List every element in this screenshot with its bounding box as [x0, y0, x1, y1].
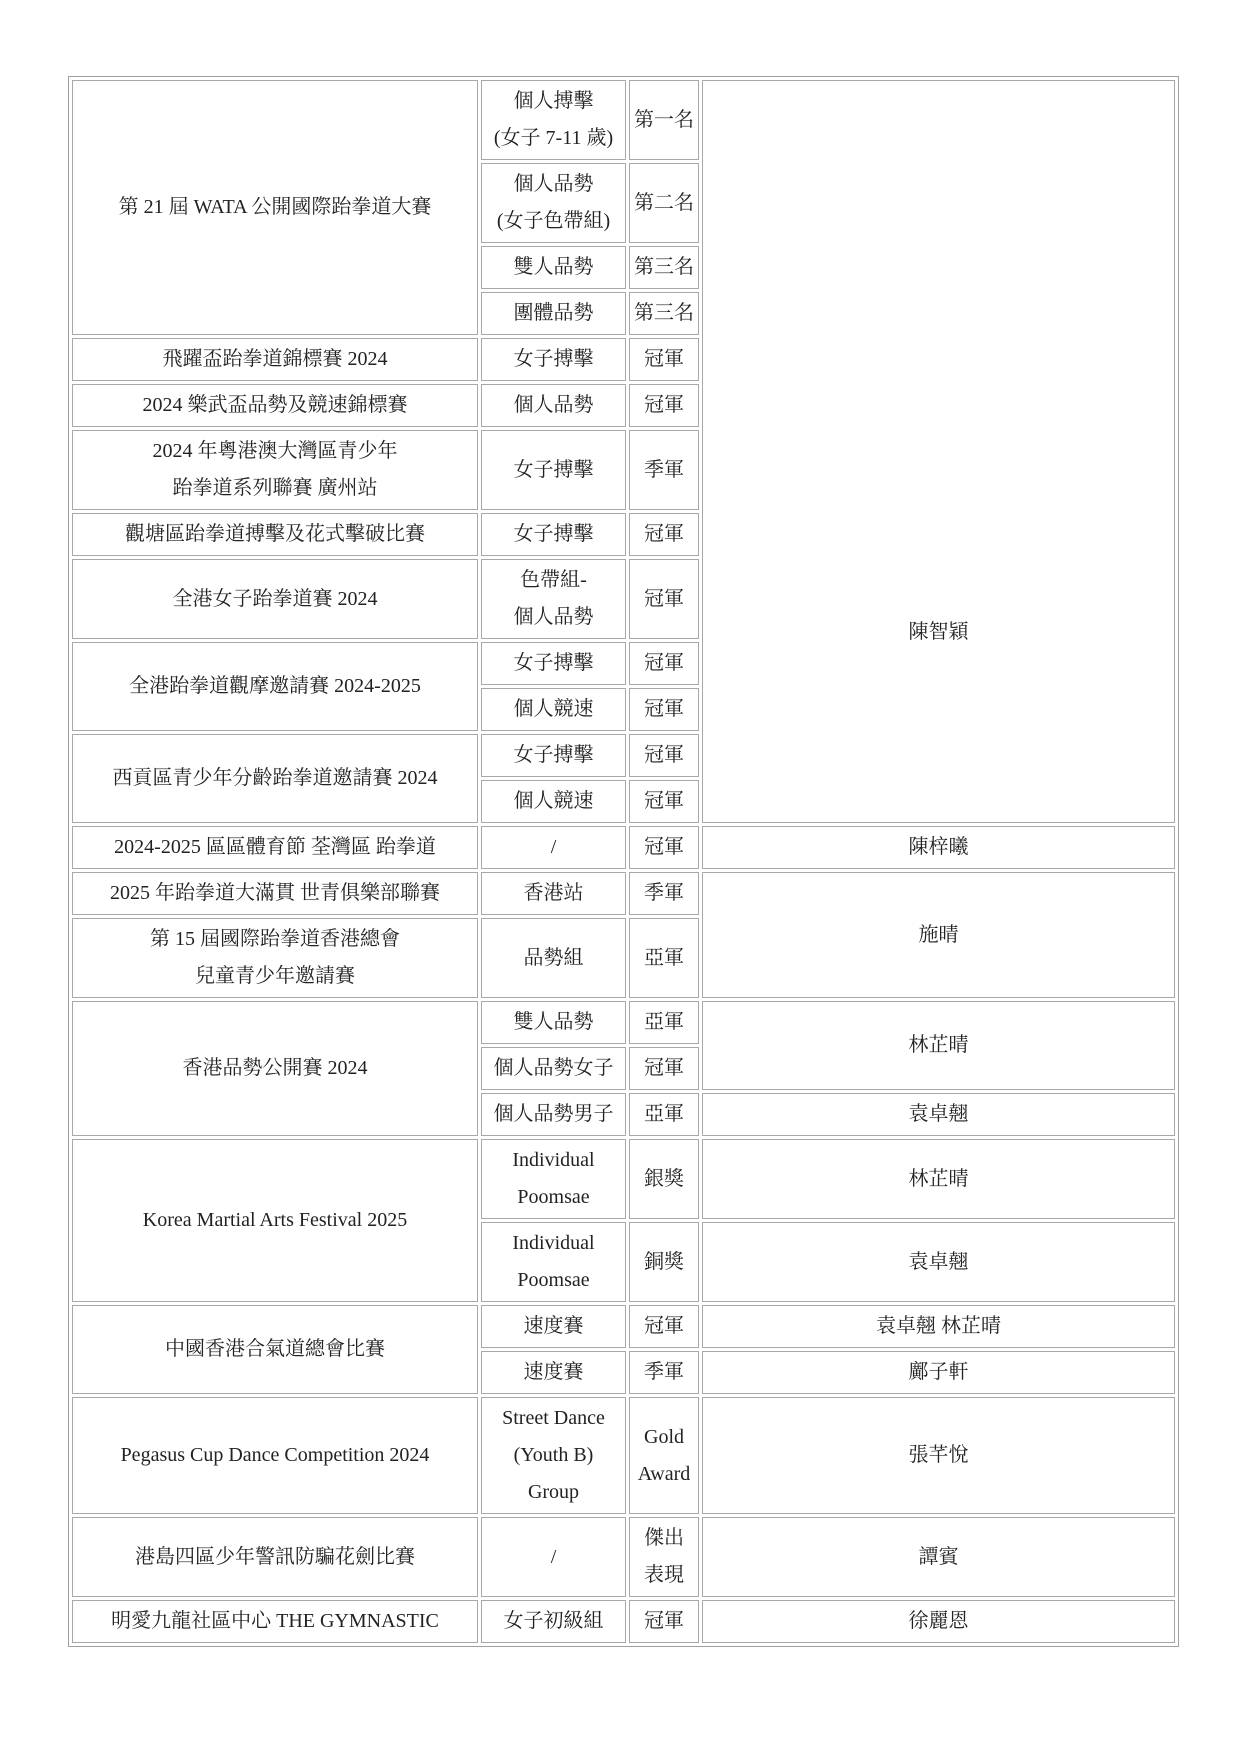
table-row [72, 1600, 1175, 1643]
event-cell: 2024 年粵港澳大灣區青少年 跆拳道系列聯賽 廣州站 [72, 430, 478, 510]
winner-cell: 林芷晴 [702, 1139, 1175, 1219]
award-cell: 冠軍 [629, 780, 699, 823]
category-cell: 女子搏擊 [481, 338, 626, 381]
winner-cell: 陳智穎 [702, 80, 1175, 823]
winner-cell: 林芷晴 [702, 1001, 1175, 1090]
award-cell: 季軍 [629, 872, 699, 915]
category-cell: 雙人品勢 [481, 1001, 626, 1044]
event-cell: 西貢區青少年分齡跆拳道邀請賽 2024 [72, 734, 478, 823]
category-cell: 女子初級組 [481, 1600, 626, 1643]
winner-cell: 譚賓 [702, 1517, 1175, 1597]
winner-cell: 徐麗恩 [702, 1600, 1175, 1643]
table-row [72, 1305, 1175, 1348]
event-cell: 全港跆拳道觀摩邀請賽 2024-2025 [72, 642, 478, 731]
award-cell: 亞軍 [629, 1093, 699, 1136]
award-cell: 傑出 表現 [629, 1517, 699, 1597]
category-cell: Street Dance (Youth B) Group [481, 1397, 626, 1514]
event-cell: 第 21 屆 WATA 公開國際跆拳道大賽 [72, 80, 478, 335]
category-cell: 香港站 [481, 872, 626, 915]
winner-cell: 袁卓翹 [702, 1222, 1175, 1302]
award-cell: 銅獎 [629, 1222, 699, 1302]
category-cell: 色帶組- 個人品勢 [481, 559, 626, 639]
table-row [72, 1139, 1175, 1219]
event-cell: 2024 樂武盃品勢及競速錦標賽 [72, 384, 478, 427]
award-cell: 冠軍 [629, 688, 699, 731]
award-cell: 冠軍 [629, 1600, 699, 1643]
category-cell: 女子搏擊 [481, 642, 626, 685]
event-cell: 飛躍盃跆拳道錦標賽 2024 [72, 338, 478, 381]
award-cell: 冠軍 [629, 1047, 699, 1090]
category-cell: 個人搏擊 (女子 7-11 歲) [481, 80, 626, 160]
category-cell: Individual Poomsae [481, 1222, 626, 1302]
event-cell: 第 15 屆國際跆拳道香港總會 兒童青少年邀請賽 [72, 918, 478, 998]
event-cell: 香港品勢公開賽 2024 [72, 1001, 478, 1136]
event-cell: 觀塘區跆拳道搏擊及花式擊破比賽 [72, 513, 478, 556]
award-cell: 亞軍 [629, 918, 699, 998]
table-row [72, 80, 1175, 160]
table-row [72, 872, 1175, 915]
winner-cell: 張芊悅 [702, 1397, 1175, 1514]
award-cell: 季軍 [629, 430, 699, 510]
winner-cell: 袁卓翹 [702, 1093, 1175, 1136]
award-cell: 冠軍 [629, 384, 699, 427]
winner-cell: 施晴 [702, 872, 1175, 998]
category-cell: 速度賽 [481, 1351, 626, 1394]
award-cell: 冠軍 [629, 513, 699, 556]
event-cell: Pegasus Cup Dance Competition 2024 [72, 1397, 478, 1514]
award-cell: 冠軍 [629, 734, 699, 777]
award-cell: 第一名 [629, 80, 699, 160]
award-cell: 冠軍 [629, 559, 699, 639]
award-cell: 第三名 [629, 246, 699, 289]
category-cell: / [481, 1517, 626, 1597]
award-cell: 銀獎 [629, 1139, 699, 1219]
category-cell: 女子搏擊 [481, 513, 626, 556]
award-cell: 冠軍 [629, 1305, 699, 1348]
award-cell: 冠軍 [629, 642, 699, 685]
event-cell: 2025 年跆拳道大滿貫 世青俱樂部聯賽 [72, 872, 478, 915]
category-cell: 個人品勢男子 [481, 1093, 626, 1136]
category-cell: 速度賽 [481, 1305, 626, 1348]
event-cell: 中國香港合氣道總會比賽 [72, 1305, 478, 1394]
category-cell: 個人競速 [481, 688, 626, 731]
award-cell: 冠軍 [629, 826, 699, 869]
category-cell: / [481, 826, 626, 869]
event-cell: 明愛九龍社區中心 THE GYMNASTIC [72, 1600, 478, 1643]
event-cell: Korea Martial Arts Festival 2025 [72, 1139, 478, 1302]
event-cell: 全港女子跆拳道賽 2024 [72, 559, 478, 639]
winner-cell: 袁卓翹 林芷晴 [702, 1305, 1175, 1348]
category-cell: 女子搏擊 [481, 734, 626, 777]
table-row [72, 1001, 1175, 1044]
event-cell: 2024-2025 區區體育節 荃灣區 跆拳道 [72, 826, 478, 869]
category-cell: Individual Poomsae [481, 1139, 626, 1219]
award-cell: 亞軍 [629, 1001, 699, 1044]
award-cell: 冠軍 [629, 338, 699, 381]
winner-cell: 鄺子軒 [702, 1351, 1175, 1394]
table-row [72, 1397, 1175, 1514]
award-cell: 第二名 [629, 163, 699, 243]
event-cell: 港島四區少年警訊防騙花劍比賽 [72, 1517, 478, 1597]
category-cell: 個人品勢女子 [481, 1047, 626, 1090]
category-cell: 個人品勢 (女子色帶組) [481, 163, 626, 243]
category-cell: 品勢組 [481, 918, 626, 998]
award-cell: 第三名 [629, 292, 699, 335]
category-cell: 女子搏擊 [481, 430, 626, 510]
award-cell: 季軍 [629, 1351, 699, 1394]
category-cell: 雙人品勢 [481, 246, 626, 289]
winner-cell: 陳梓曦 [702, 826, 1175, 869]
category-cell: 個人品勢 [481, 384, 626, 427]
category-cell: 個人競速 [481, 780, 626, 823]
table-row [72, 826, 1175, 869]
category-cell: 團體品勢 [481, 292, 626, 335]
award-cell: Gold Award [629, 1397, 699, 1514]
table-row [72, 1517, 1175, 1597]
awards-table [68, 76, 1179, 1647]
